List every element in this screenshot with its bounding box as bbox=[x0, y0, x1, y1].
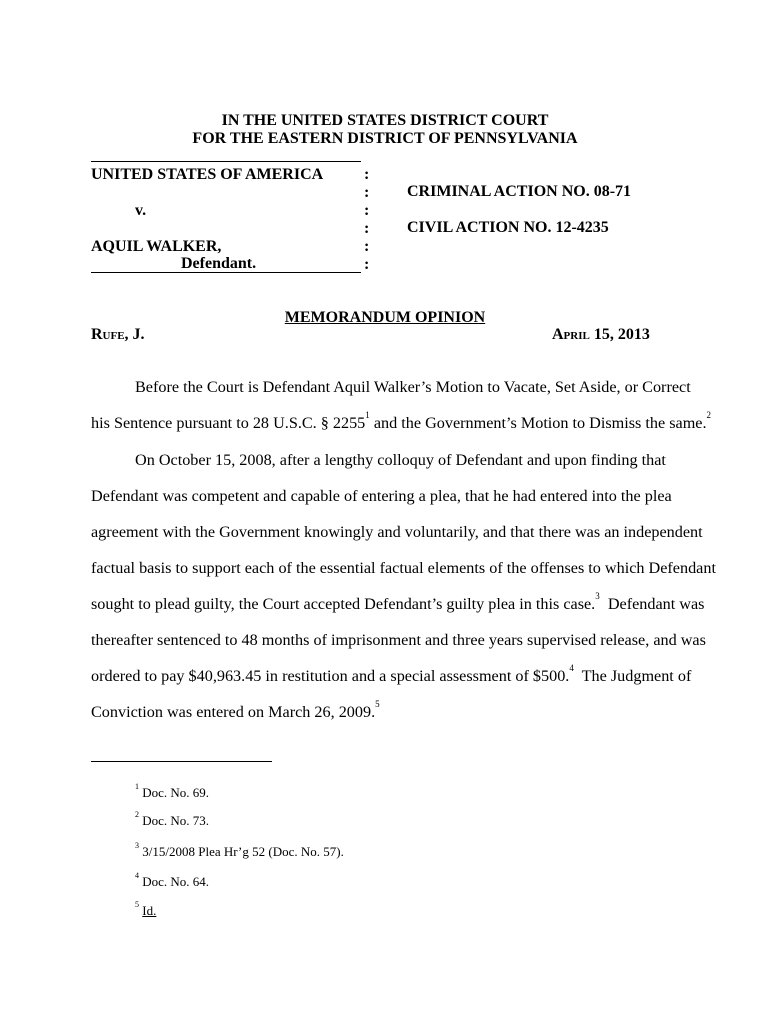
opinion-date: April 15, 2013 bbox=[552, 326, 650, 343]
body-line: On October 15, 2008, after a lengthy colloquy of Defendant and upon finding that bbox=[135, 451, 666, 469]
footnote-ref[interactable]: 1 bbox=[365, 410, 370, 420]
caption-top-rule bbox=[91, 161, 361, 162]
caption-versus: v. bbox=[135, 202, 147, 219]
body-line: Conviction was entered on March 26, 2009.$^5$ bbox=[91, 699, 380, 721]
footnote-number: 3 bbox=[135, 841, 139, 850]
civil-action-number: CIVIL ACTION NO. 12-4235 bbox=[407, 219, 609, 236]
caption-colon: : bbox=[364, 166, 370, 183]
court-name-line1: IN THE UNITED STATES DISTRICT COURT bbox=[221, 112, 549, 129]
caption-colon: : bbox=[364, 220, 370, 237]
criminal-action-number: CRIMINAL ACTION NO. 08-71 bbox=[407, 183, 632, 200]
document-title: MEMORANDUM OPINION bbox=[284, 309, 486, 326]
footnote: $^4$ Doc. No. 64. bbox=[135, 871, 210, 889]
body-line: ordered to pay $40,963.45 in restitution and a special assessment of $500.$^4$ The Judgment of bbox=[91, 663, 692, 685]
footnote: $^2$ Doc. No. 73. bbox=[135, 810, 210, 828]
footnote: $^5$ Id. bbox=[135, 900, 157, 918]
caption-defendant-name: AQUIL WALKER, bbox=[91, 238, 222, 255]
judge-name: Rufe, J. bbox=[91, 326, 145, 343]
caption-colon: : bbox=[364, 202, 370, 219]
footnote: $^3$ 3/15/2008 Plea Hr’g 52 (Doc. No. 57). bbox=[135, 841, 344, 859]
footnote-number: 2 bbox=[135, 810, 139, 819]
body-line: agreement with the Government knowingly and voluntarily, and that there was an independent bbox=[91, 523, 703, 541]
footnote-ref[interactable]: 4 bbox=[569, 663, 574, 673]
footnote-number: 5 bbox=[135, 900, 139, 909]
body-line: Before the Court is Defendant Aquil Walker’s Motion to Vacate, Set Aside, or Correct bbox=[135, 378, 691, 396]
footnote: $^1$ Doc. No. 69. bbox=[135, 782, 210, 800]
caption-plaintiff: UNITED STATES OF AMERICA bbox=[91, 166, 324, 183]
body-line: factual basis to support each of the essential factual elements of the offenses to which Defendant bbox=[91, 559, 716, 577]
body-line: his Sentence pursuant to 28 U.S.C. § 2255$^1$ and the Government’s Motion to Dismiss the same.$^2$ bbox=[91, 410, 712, 432]
body-line: sought to plead guilty, the Court accepted Defendant’s guilty plea in this case.$^3$ Defendant was bbox=[91, 591, 705, 613]
footnote-ref[interactable]: 3 bbox=[595, 591, 600, 601]
caption-colon: : bbox=[364, 184, 370, 201]
caption-defendant-role: Defendant. bbox=[181, 255, 257, 272]
caption-colon: : bbox=[364, 256, 370, 273]
footnote-number: 1 bbox=[135, 782, 139, 791]
caption-colon: : bbox=[364, 238, 370, 255]
body-line: Defendant was competent and capable of entering a plea, that he had entered into the plea bbox=[91, 487, 672, 505]
footnote-ref[interactable]: 2 bbox=[706, 410, 712, 420]
footnote-number: 4 bbox=[135, 871, 139, 880]
footnote-separator bbox=[91, 761, 272, 762]
footnote-ref[interactable]: 5 bbox=[375, 699, 380, 709]
caption-bottom-rule bbox=[91, 272, 361, 273]
body-line: thereafter sentenced to 48 months of imprisonment and three years supervised release, and was bbox=[91, 631, 706, 649]
court-name-line2: FOR THE EASTERN DISTRICT OF PENNSYLVANIA bbox=[192, 130, 578, 147]
